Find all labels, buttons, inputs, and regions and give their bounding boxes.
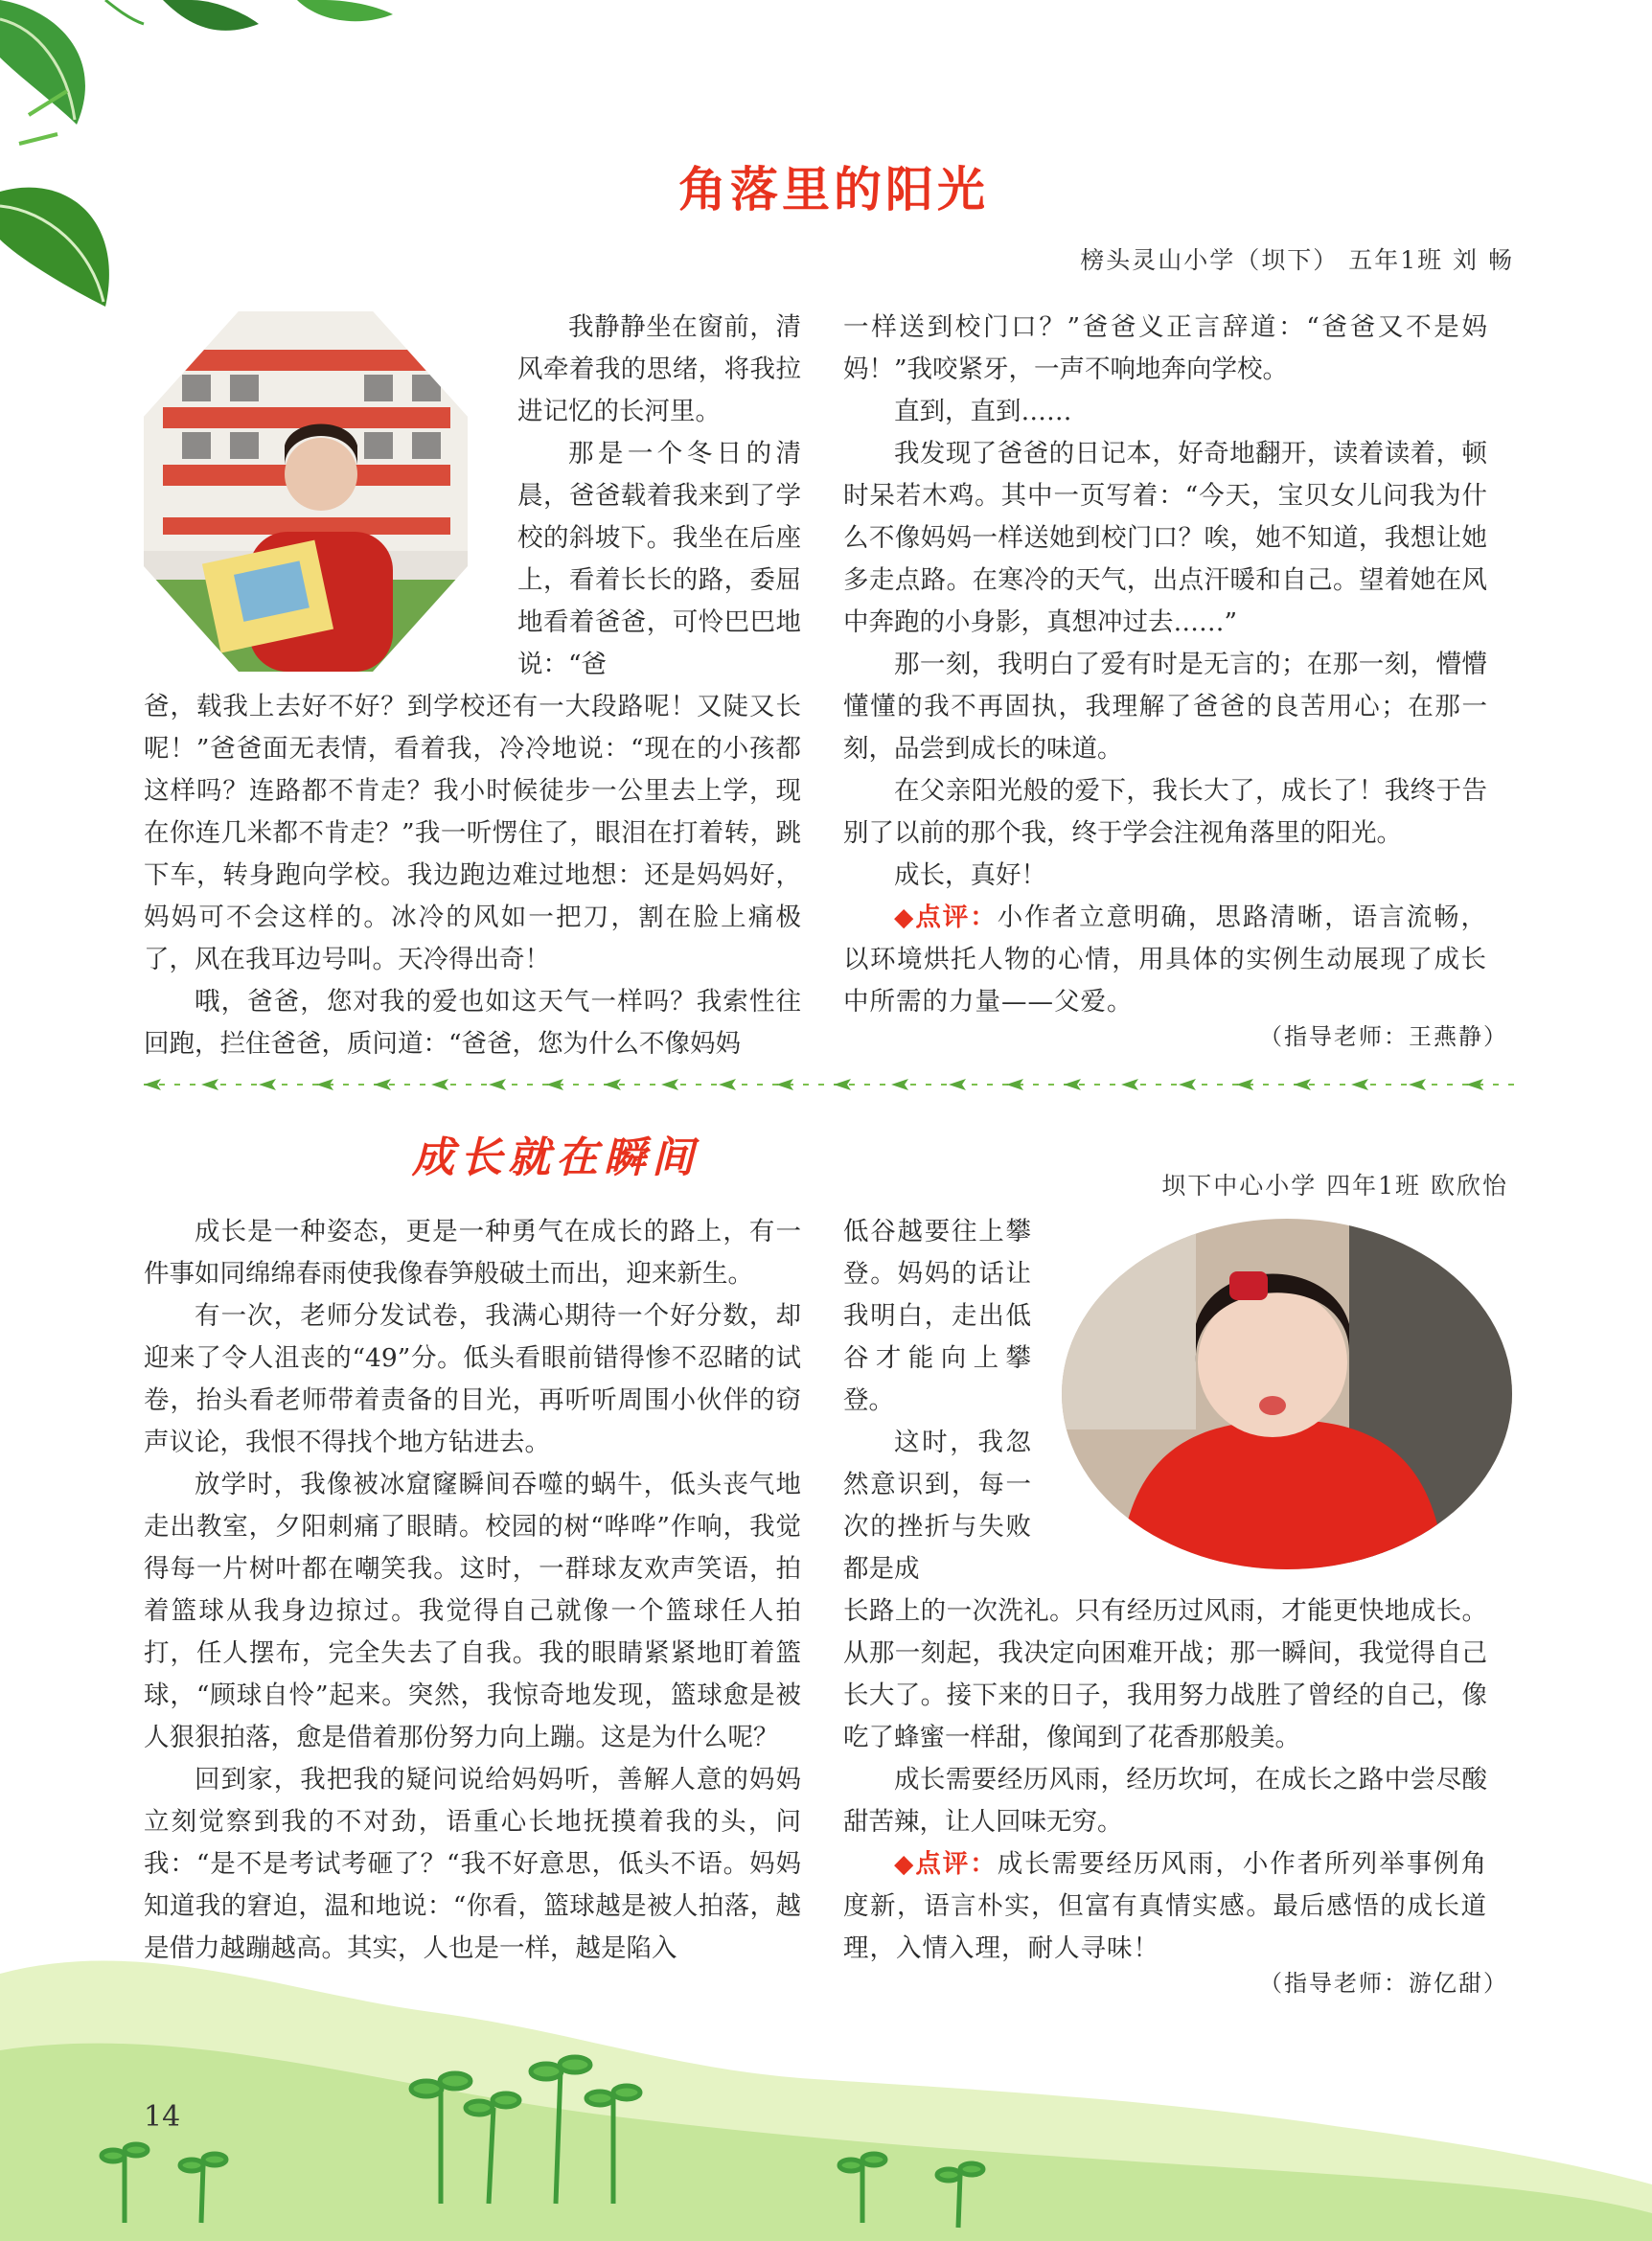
diamond-icon: ◆ xyxy=(894,903,916,932)
tropical-leaves-decoration xyxy=(0,0,441,326)
article1-photo xyxy=(144,311,468,672)
article2-photo xyxy=(1062,1219,1512,1569)
page-number: 14 xyxy=(144,2100,181,2134)
comment-text: 成长需要经历风雨，小作者所列举事例角度新，语言朴实，但富有真情实感。最后感悟的成长道理，入情入理，耐人寻味！ xyxy=(843,1849,1487,1963)
comment-text: 小作者立意明确，思路清晰，语言流畅，以环境烘托人物的心情，用具体的实例生动展现了成长中所需的力量——父爱。 xyxy=(843,903,1487,1017)
article1-col1-full xyxy=(144,686,801,1065)
article1-title: 角落里的阳光 xyxy=(678,162,989,217)
comment xyxy=(843,897,1487,1023)
leaf-top-icon xyxy=(163,0,259,31)
paragraph: 那是一个冬日的清晨，爸爸载着我来到了学校的斜坡下。我坐在后座上，看着长长的路，委屈地看着爸爸，可怜巴巴地说：“爸 xyxy=(517,439,801,679)
article2-byline: 坝下中心小学 四年1班 欧欣怡 xyxy=(1161,1172,1508,1200)
leaf-divider xyxy=(144,1077,1514,1092)
comment xyxy=(843,1843,1487,1970)
paragraph: 成长需要经历风雨，经历坎坷，在成长之路中尝尽酸甜苦辣，让人回味无穷。 xyxy=(843,1765,1487,1837)
article1-col1-wrap xyxy=(517,307,801,686)
paragraph: 哦，爸爸，您对我的爱也如这天气一样吗？我索性往回跑，拦住爸爸，质问道：“爸爸，您为什么不像妈妈 xyxy=(144,987,801,1059)
student-head xyxy=(285,438,357,511)
comment-label: 点评： xyxy=(915,903,998,932)
article2-col2-wrap xyxy=(843,1211,1031,1590)
paragraph: 有一次，老师分发试卷，我满心期待一个好分数，却迎来了令人沮丧的“49”分。低头看眼前错得惨不忍睹的试卷，抬头看老师带着责备的目光，再听听周围小伙伴的窃声议论，我恨不得找个地方钻进去。 xyxy=(144,1301,801,1457)
paragraph: 这时，我忽然意识到，每一次的挫折与失败都是成 xyxy=(843,1428,1031,1584)
article2-title: 成长就在瞬间 xyxy=(412,1133,700,1182)
paragraph: 低谷越要往上攀登。妈妈的话让我明白，走出低谷才能向上攀登。 xyxy=(843,1217,1031,1415)
article2-teacher: （指导老师：游亿甜） xyxy=(1259,1970,1508,1997)
leaf-lower-icon xyxy=(0,188,109,307)
hair-bow xyxy=(1229,1271,1268,1300)
article1-teacher: （指导老师：王燕静） xyxy=(1259,1023,1508,1050)
paragraph: 放学时，我像被冰窟窿瞬间吞噬的蜗牛，低头丧气地走出教室，夕阳刺痛了眼睛。校园的树“哗哗”作响，我觉得每一片树叶都在嘲笑我。这时，一群球友欢声笑语，拍着篮球从我身边掠过。我觉得自己就像一个篮球任人拍打，任人摆布，完全失去了自我。我的眼睛紧紧地盯着篮球，“顾球自怜”起来。突然，我惊奇地发现，篮球愈是被人狠狠拍落，愈是借着那份努力向上蹦。这是为什么呢？ xyxy=(144,1470,801,1752)
paragraph: 成长是一种姿态，更是一种勇气在成长的路上，有一件事如同绵绵春雨使我像春笋般破土而出，迎来新生。 xyxy=(144,1217,801,1289)
paragraph: 我发现了爸爸的日记本，好奇地翻开，读着读着，顿时呆若木鸡。其中一页写着：“今天，宝贝女儿问我为什么不像妈妈一样送她到校门口？唉，她不知道，我想让她多走点路。在寒冷的天气，出点汗暖和自己。望着她在风中奔跑的小身影，真想冲过去……” xyxy=(843,439,1487,637)
paragraph: 那一刻，我明白了爱有时是无言的；在那一刻，懵懵懂懂的我不再固执，我理解了爸爸的良苦用心；在那一刻，品尝到成长的味道。 xyxy=(843,650,1487,764)
paragraph: 在父亲阳光般的爱下，我长大了，成长了！我终于告别了以前的那个我，终于学会注视角落里的阳光。 xyxy=(843,776,1487,848)
paragraph: 我静静坐在窗前，清风牵着我的思绪，将我拉进记忆的长河里。 xyxy=(517,312,801,426)
paragraph: 回到家，我把我的疑问说给妈妈听，善解人意的妈妈立刻觉察到我的不对劲，语重心长地抚摸着我的头，问我：“是不是考试考砸了？“我不好意思，低头不语。妈妈知道我的窘迫，温和地说：“你看，篮球越是被人拍落，越是借力越蹦越高。其实，人也是一样，越是陷入 xyxy=(144,1765,801,1963)
leaf-right-icon xyxy=(297,0,393,21)
comment-label: 点评： xyxy=(915,1849,998,1879)
diamond-icon: ◆ xyxy=(894,1849,916,1879)
paragraph: 直到，直到…… xyxy=(894,397,1072,426)
paragraph: 长路上的一次洗礼。只有经历过风雨，才能更快地成长。从那一刻起，我决定向困难开战；那一瞬间，我觉得自己长大了。接下来的日子，我用努力战胜了曾经的自己，像吃了蜂蜜一样甜，像闻到了花香那般美。 xyxy=(843,1596,1487,1752)
article2-col1 xyxy=(144,1211,801,1970)
paragraph: 成长，真好！ xyxy=(894,860,1046,890)
article1-byline: 榜头灵山小学（坝下） 五年1班 刘 畅 xyxy=(1080,246,1514,274)
paragraph: 一样送到校门口？”爸爸义正言辞道：“爸爸又不是妈妈！”我咬紧牙，一声不响地奔向学校。 xyxy=(843,312,1487,384)
paragraph: 爸，载我上去好不好？到学校还有一大段路呢！又陡又长呢！”爸爸面无表情，看着我，冷冷地说：“现在的小孩都这样吗？连路都不肯走？我小时候徒步一公里去上学，现在你连几米都不肯走？”我一听愣住了，眼泪在打着转，跳下车，转身跑向学校。我边跑边难过地想：还是妈妈好，妈妈可不会这样的。冰冷的风如一把刀，割在脸上痛极了，风在我耳边号叫。天冷得出奇！ xyxy=(144,692,801,974)
article1-col2 xyxy=(843,307,1487,1023)
article2-col2-full xyxy=(843,1590,1487,1970)
